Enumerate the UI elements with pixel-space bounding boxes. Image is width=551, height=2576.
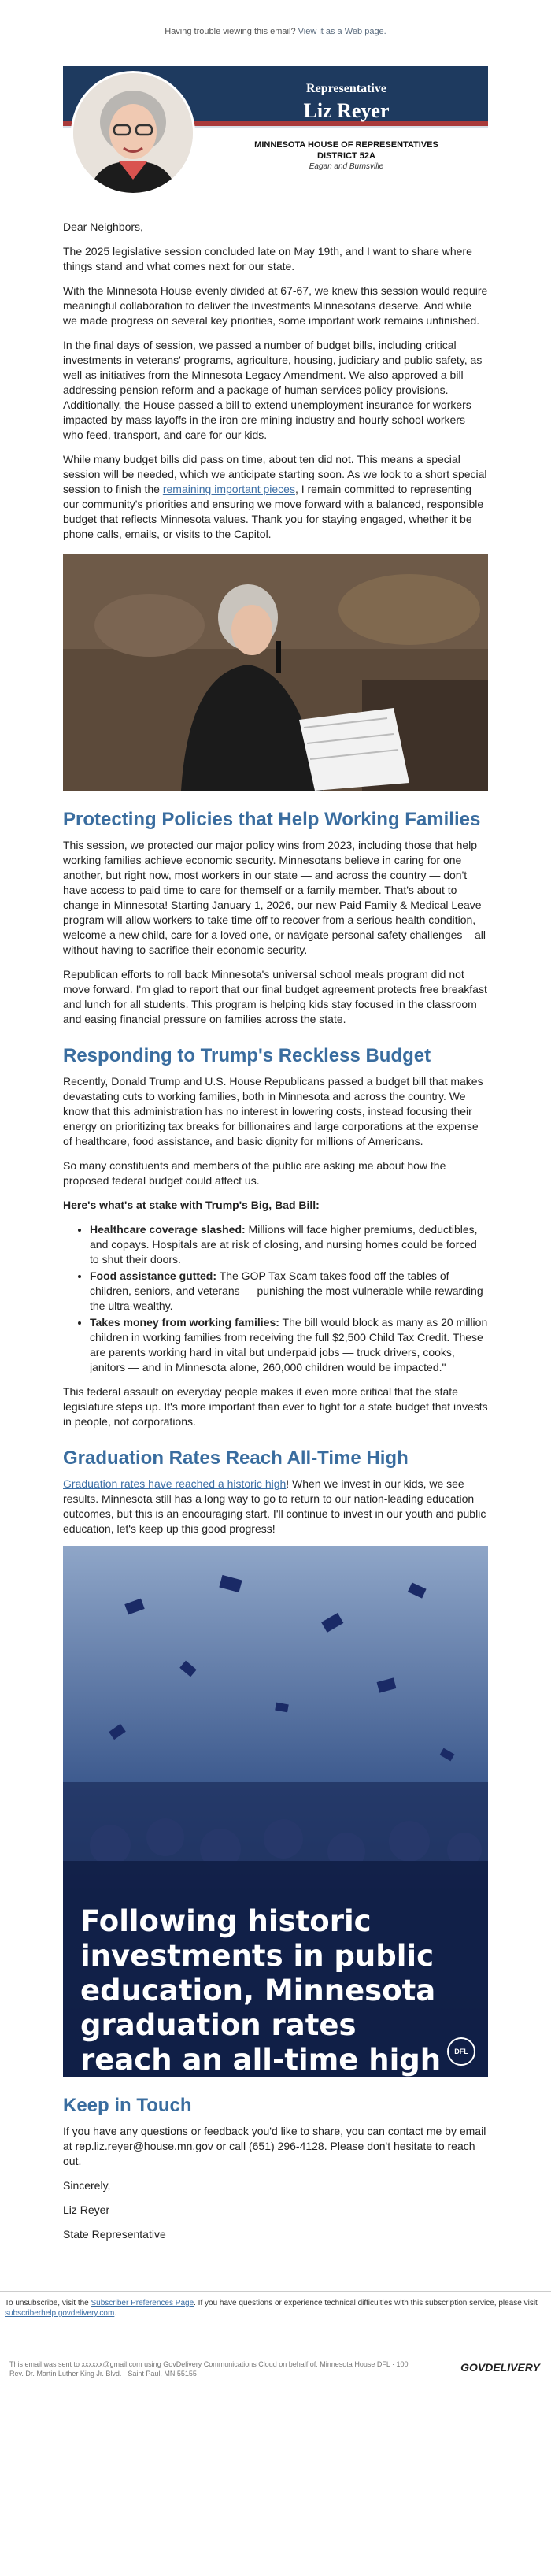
subscriber-preferences-link[interactable]: Subscriber Preferences Page — [91, 2299, 194, 2307]
stakes-list — [63, 1222, 488, 1375]
working-families-paragraph-2: Republican efforts to roll back Minnesota's universal school meals program did not move forward. I'm glad to report that our final budget agreement protects free breakfast and lunch for all students. This program is helping kids stay focused in the classroom and easing financial pressure on families across the state. — [63, 968, 487, 1025]
sent-to-notice: This email was sent to xxxxxx@gmail.com using GovDelivery Communications Cloud on behalf of: Minnesota House DFL · 100 Rev. Dr. Martin Luther King Jr. Blvd. · Saint Paul, MN 55155 — [9, 2360, 409, 2378]
header-area: Eagan and Burnsville — [309, 162, 384, 171]
stakes-title: Here's what's at stake with Trump's Big, Bad Bill: — [63, 1199, 320, 1211]
header-title-name: Liz Reyer — [303, 99, 390, 122]
signature-name: Liz Reyer — [63, 2203, 110, 2216]
trouble-text: Having trouble viewing this email? — [165, 27, 296, 36]
list-item: • Takes money from working families: The bill would block as many as 20 million children in working families from receiving the full $2,500 Child Tax Credit. These are parents working hard in vital but underpaid jobs — truck drivers, cooks, janitors — and in Minnesota alone, 260,000 children would be impacted." — [90, 1315, 488, 1375]
header-title-representative: Representative — [306, 82, 386, 95]
signature-role: State Representative — [63, 2228, 166, 2241]
graduation-paragraph: Graduation rates have reached a historic high! When we invest in our kids, we see results. Minnesota still has a long way to go to return to our nation-leading education outcomes, but this is an encouraging start. I'll continue to invest in our youth and public education, let's keep up this good progress! — [63, 1477, 486, 1535]
session-photo — [63, 554, 488, 791]
header-house: MINNESOTA HOUSE OF REPRESENTATIVES — [254, 140, 438, 150]
remaining-pieces-link[interactable]: remaining important pieces — [162, 483, 295, 495]
list-item: • Food assistance gutted: The GOP Tax Scam takes food off the tables of children, seniors, and veterans — punishing the most vulnerable while rewarding the ultra-wealthy. — [90, 1269, 488, 1314]
govdelivery-logo[interactable]: GOVDELIVERY — [460, 2361, 540, 2374]
working-families-paragraph-1: This session, we protected our major policy wins from 2023, including those that help working families achieve economic security. Minnesotans believe in caring for one another, but right now, most workers in our state — and across the country — don't have access to paid time to care for themself or a family member. That's about to change in Minnesota! Starting January 1, 2026, our new Paid Family & Medical Leave program will allow workers to take time off to recover from a serious health condition, welcome a new child, care for a loved one, or navigate personal safety challenges – all without having to sacrifice their economic security. — [63, 839, 486, 956]
unsubscribe-notice: To unsubscribe, visit the Subscriber Preferences Page. If you have questions or experience technical difficulties with this subscription service, please visit subscriberhelp.govdelivery.com. — [5, 2299, 538, 2318]
section-heading-graduation: Graduation Rates Reach All-Time High — [63, 1447, 409, 1469]
trump-budget-paragraph-2: So many constituents and members of the public are asking me about how the proposed federal budget could affect us. — [63, 1159, 446, 1187]
representative-portrait — [71, 71, 195, 195]
dfl-badge: DFL — [447, 2037, 475, 2066]
newsletter-card — [38, 50, 513, 2275]
trump-budget-paragraph-1: Recently, Donald Trump and U.S. House Republicans passed a budget bill that makes devastating cuts to working families, both in Minnesota and across the country. We know that this administration has no interest in lowering costs, instead focusing their energy on prioritizing tax breaks for billionaires and large corporations at the expense of healthcare, food assistance, and basic dignity for millions of Americans. — [63, 1075, 483, 1147]
trump-budget-paragraph-3: This federal assault on everyday people makes it even more critical that the state legislature steps up. It's more important than ever to fight for a state budget that invests in people, not corporations. — [63, 1385, 488, 1428]
intro-paragraph-3: In the final days of session, we passed a number of budget bills, including critical investments in veterans' programs, agriculture, housing, judiciary and public safety, as well as initiatives from the Minnesota Legacy Amendment. We also approved a bill addressing pension reform and a package of human services policy provisions. Additionally, the House passed a bill to extend unemployment insurance for workers impacted by mass layoffs in the iron ore mining industry and hourly school workers who feed, transport, and care for our kids. — [63, 339, 483, 441]
greeting: Dear Neighbors, — [63, 221, 143, 233]
contact-paragraph: If you have any questions or feedback you'd like to share, you can contact me by email at rep.liz.reyer@house.mn.gov or call (651) 296-4128. Please don't hesitate to reach out. — [63, 2125, 486, 2167]
bottom-bar — [0, 2353, 551, 2385]
newsletter-header — [63, 66, 488, 220]
section-heading-keep-in-touch: Keep in Touch — [63, 2095, 192, 2116]
list-item: • Healthcare coverage slashed: Millions will face higher premiums, deductibles, and copays. Hospitals are at risk of closing, and nursing homes could be forced to shut their doors. — [90, 1222, 488, 1267]
graduation-graphic — [63, 1546, 488, 2077]
web-page-link[interactable]: View it as a Web page. — [298, 27, 386, 36]
sign-off: Sincerely, — [63, 2179, 111, 2192]
web-view-notice — [0, 0, 551, 50]
intro-paragraph-4: While many budget bills did pass on time, about ten did not. This means a special session will be needed, which we anticipate starting soon. As we look to a short special session to finish the remaining important pieces, I remain committed to representing our community's priorities and ensuring we move forward with a balanced, responsible budget that reflects Minnesota values. Thank you for staying engaged, whether it be phone calls, emails, or visits to the Capitol. — [63, 453, 487, 540]
graduation-graphic-text: Following historic investments in public education, Minnesota graduation rates reach an all-time high — [80, 1904, 442, 2077]
graduation-rates-link[interactable]: Graduation rates have reached a historic high — [63, 1477, 287, 1490]
section-heading-trump-budget: Responding to Trump's Reckless Budget — [63, 1045, 431, 1066]
intro-paragraph-1: The 2025 legislative session concluded late on May 19th, and I want to share where things stand and what comes next for our state. — [63, 245, 472, 272]
section-heading-working-families: Protecting Policies that Help Working Families — [63, 809, 481, 830]
intro-paragraph-2: With the Minnesota House evenly divided at 67-67, we knew this session would require meaningful collaboration to deliver the investments Minnesotans deserve. And while we made progress on several key priorities, some important work remains unfinished. — [63, 284, 488, 327]
header-district: DISTRICT 52A — [317, 151, 375, 161]
subscriber-help-link[interactable]: subscriberhelp.govdelivery.com — [5, 2309, 115, 2318]
